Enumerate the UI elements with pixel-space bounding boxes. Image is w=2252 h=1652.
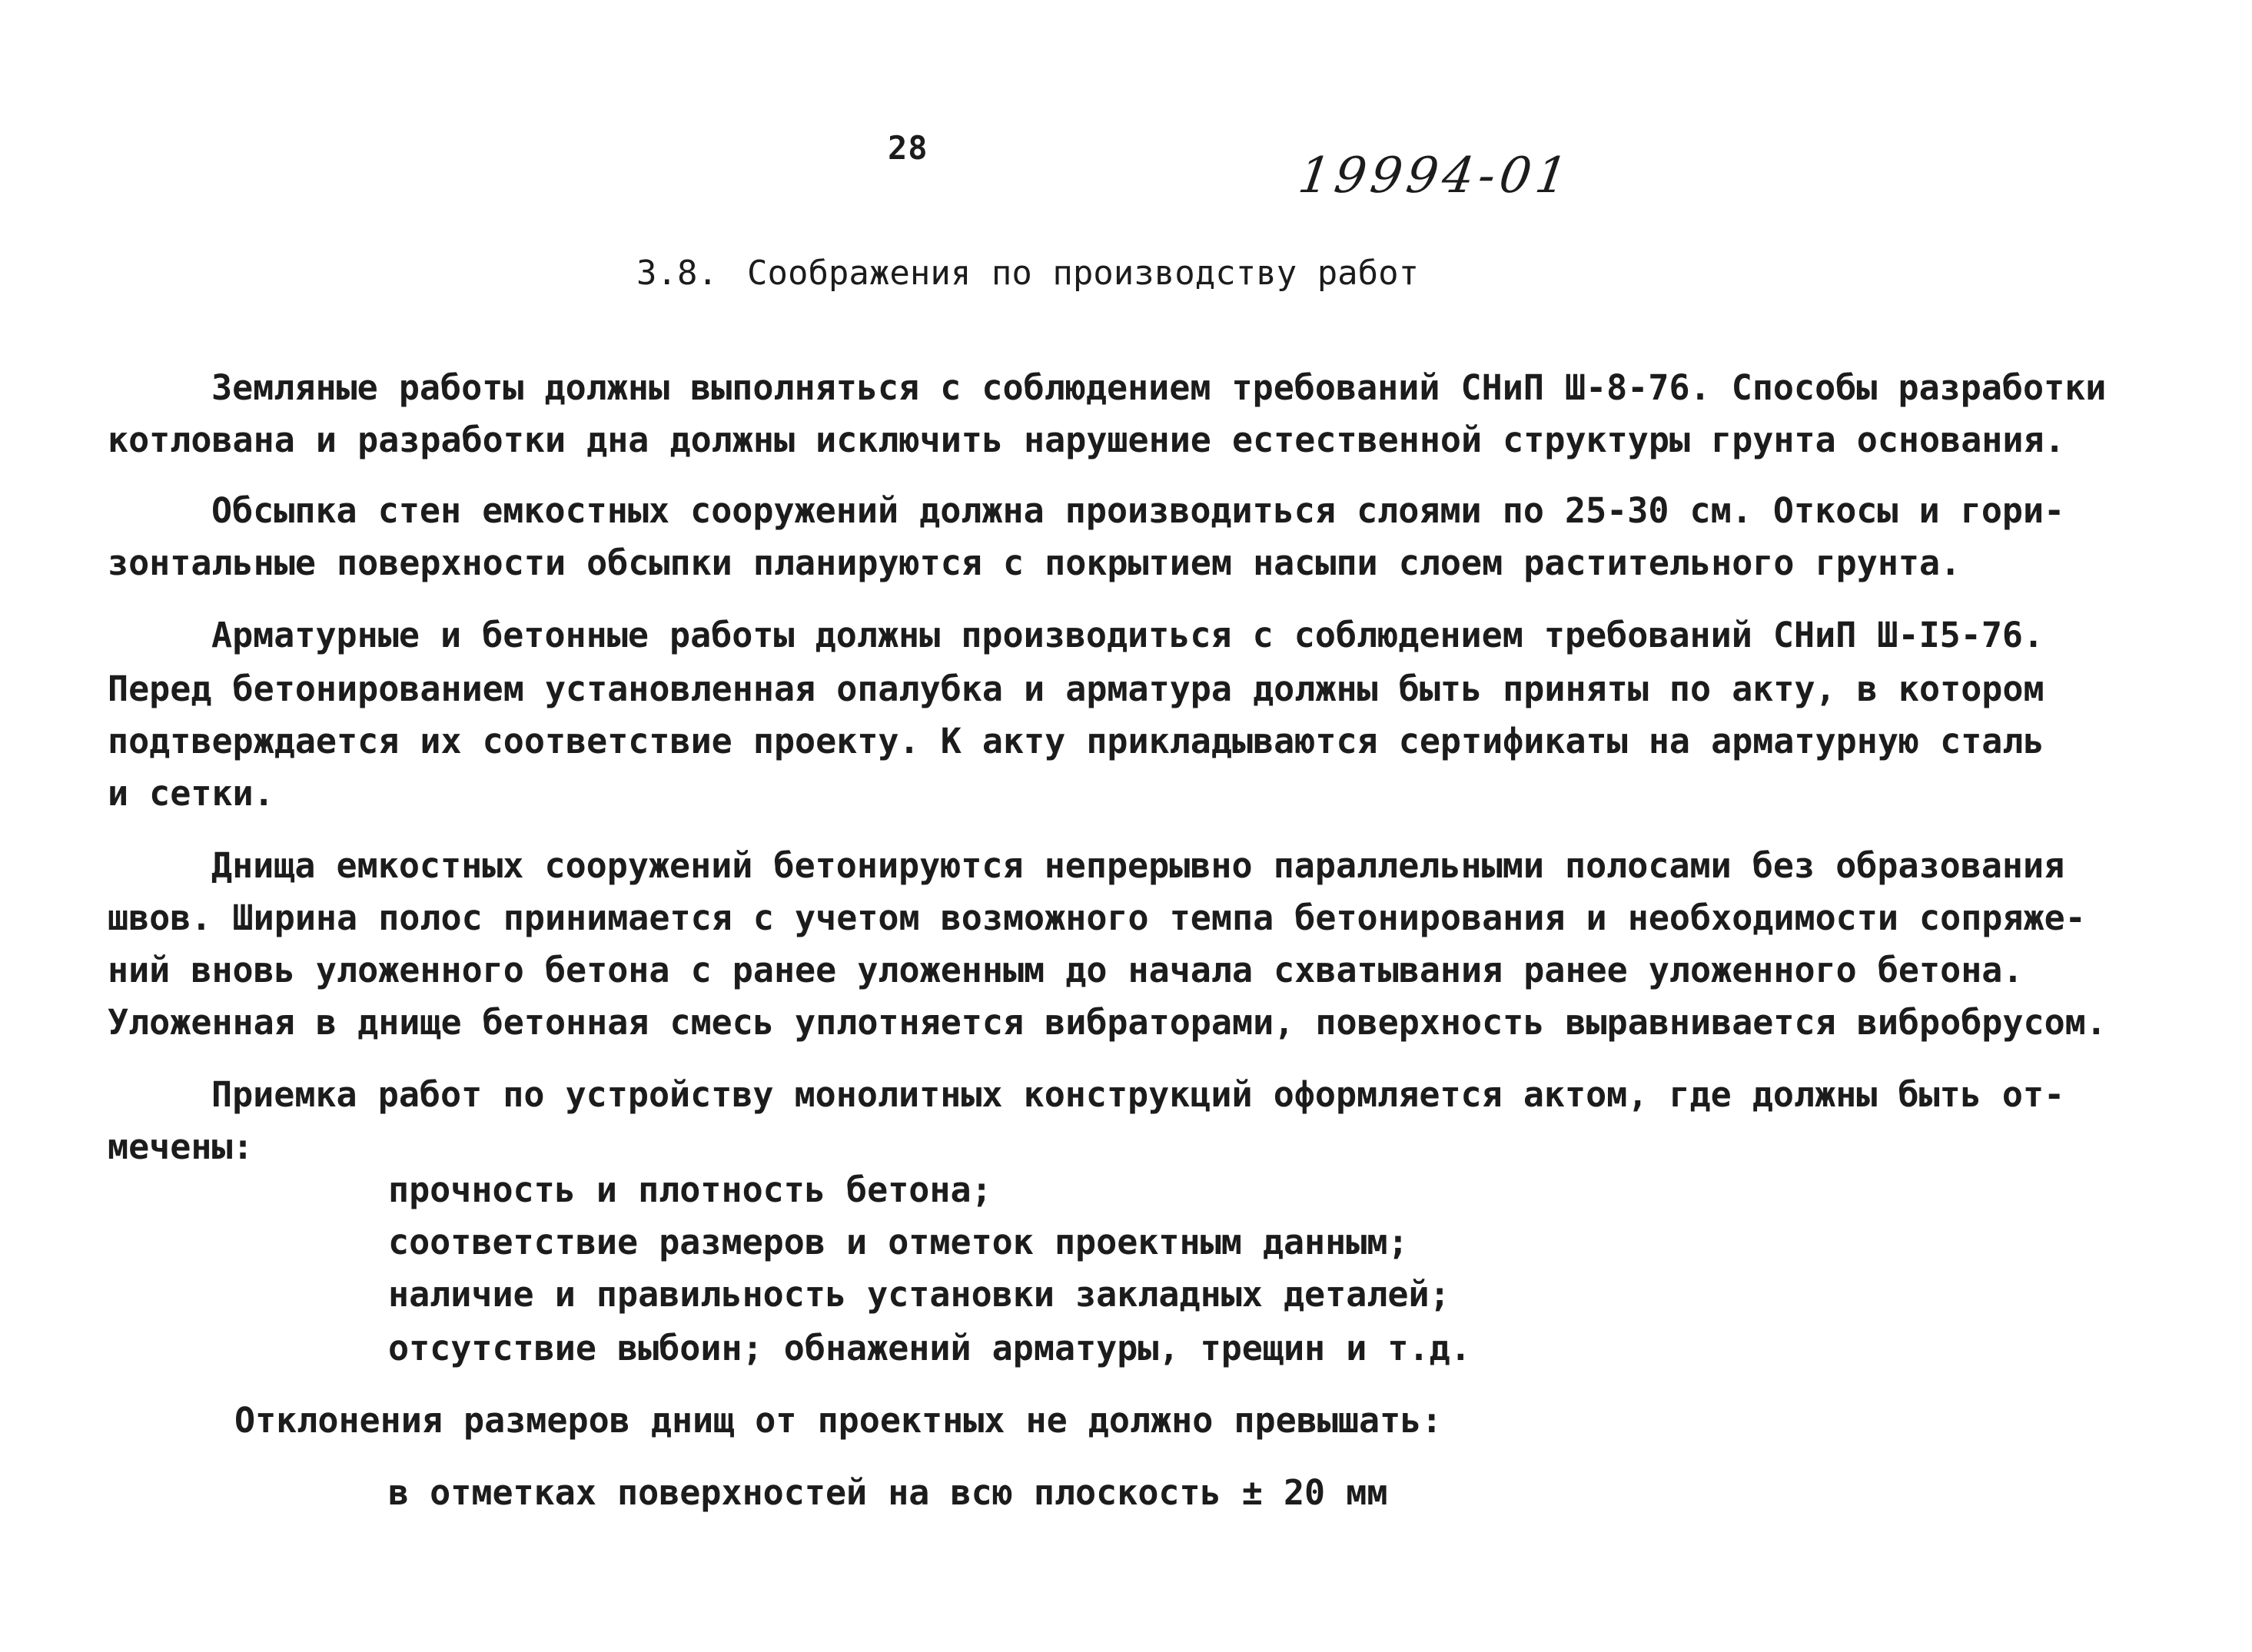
- paragraph-3-line-2: Перед бетонированием установленная опалубка и арматура должны быть приняты по акту, в котором: [108, 668, 2044, 709]
- paragraph-5-line-2: мечены:: [108, 1126, 254, 1167]
- paragraph-1-line-1: Земляные работы должны выполняться с соблюдением требований СНиП Ш-8-76. Способы разработки: [211, 367, 2107, 408]
- paragraph-3-line-3: подтверждается их соответствие проекту. К акту прикладываются сертификаты на арматурную сталь: [108, 721, 2044, 761]
- section-number: 3.8.: [636, 254, 718, 293]
- paragraph-2-line-2: зонтальные поверхности обсыпки планируются с покрытием насыпи слоем растительного грунта.: [108, 542, 1961, 583]
- list-item: соответствие размеров и отметок проектным данным;: [388, 1222, 1409, 1262]
- paragraph-4-line-1: Днища емкостных сооружений бетонируются непрерывно параллельными полосами без образования: [211, 845, 2065, 886]
- paragraph-3-line-1: Арматурные и бетонные работы должны производиться с соблюдением требований СНиП Ш-I5-76.: [211, 615, 2044, 655]
- document-code-handwritten: 19994-01: [1294, 148, 1576, 204]
- paragraph-2-line-1: Обсыпка стен емкостных сооружений должна производиться слоями по 25-30 см. Откосы и гори-: [211, 490, 2065, 531]
- paragraph-1-line-2: котлована и разработки дна должны исключить нарушение естественной структуры грунта основания.: [108, 420, 2065, 460]
- paragraph-6-line-1: Отклонения размеров днищ от проектных не должно превышать:: [234, 1400, 1443, 1441]
- paragraph-3-line-4: и сетки.: [108, 773, 274, 814]
- list-item: прочность и плотность бетона;: [388, 1169, 992, 1210]
- section-title: Соображения по производству работ: [746, 254, 1420, 293]
- section-heading: [636, 254, 1419, 293]
- paragraph-5-line-1: Приемка работ по устройству монолитных конструкций оформляется актом, где должны быть от-: [211, 1074, 2065, 1115]
- paragraph-4-line-3: ний вновь уложенного бетона с ранее уложенным до начала схватывания ранее уложенного бетона.: [108, 950, 2024, 990]
- paragraph-4-line-2: швов. Ширина полос принимается с учетом возможного темпа бетонирования и необходимости сопряже-: [108, 897, 2086, 938]
- list-item: отсутствие выбоин; обнажений арматуры, трещин и т.д.: [388, 1328, 1471, 1368]
- paragraph-4-line-4: Уложенная в днище бетонная смесь уплотняется вибраторами, поверхность выравнивается вибробрусом.: [108, 1002, 2107, 1043]
- tolerance-line: в отметках поверхностей на всю плоскость ± 20 мм: [388, 1472, 1388, 1513]
- list-item: наличие и правильность установки закладных деталей;: [388, 1274, 1450, 1315]
- page-number: 28: [888, 129, 928, 167]
